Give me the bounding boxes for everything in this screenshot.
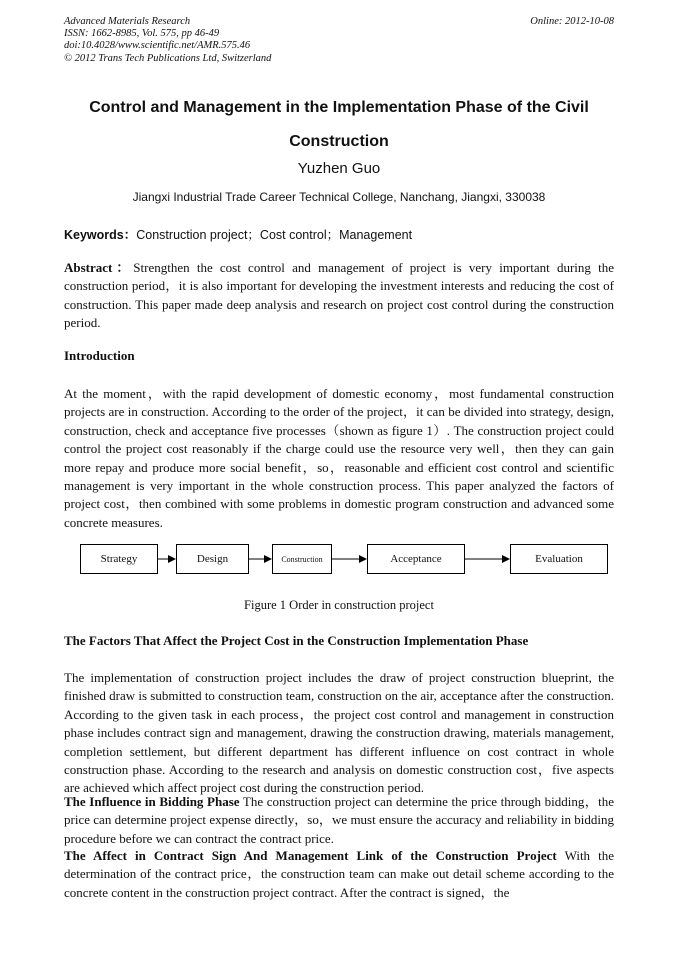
abstract-label: Abstract： (64, 260, 134, 275)
issn: ISSN: 1662-8985, Vol. 575, pp 46-49 (64, 28, 220, 40)
factors-heading: The Factors That Affect the Project Cost in the Construction Implementation Phase (64, 633, 529, 648)
contract-label: The Affect in Contract Sign And Management Link of the Construction Project (64, 848, 557, 863)
bidding-paragraph (64, 793, 614, 848)
step-evaluation: Evaluation (510, 544, 608, 574)
step-acceptance: Acceptance (367, 544, 465, 574)
introduction-text: At the moment，with the rapid development of domestic economy，most fundamental construction projects are in construction. According to the order of the project，it can be divided into strategy, design, construction, check and acceptance five processes（shown as figure 1）. The construction project could control the project cost reasonably if the charge could use the resource very well，then they can gain more repay and produce more social benefit，so，reasonable and efficient cost control and scientific management is very important in the whole construction process. This paper analyzed the factors of project cost，then combined with some problems in domestic program construction and advanced some concrete measures. (64, 386, 614, 530)
contract-text: With the determination of the contract price，the construction team can make out detail scheme according to the concrete content in the construction project contract. After the contract is signed，the (64, 848, 614, 900)
figure-caption: Figure 1 Order in construction project (244, 598, 434, 612)
bidding-label: The Influence in Bidding Phase (64, 794, 240, 809)
abstract-text: Strengthen the cost control and management of project is very important during the construction period，it is also important for developing the investment interests and reducing the cost of construction. This paper made deep analysis and research on project cost control during the construction period. (64, 260, 614, 331)
introduction-heading: Introduction (64, 348, 135, 363)
process-flow-diagram (64, 539, 614, 585)
title-line-2: Construction (289, 133, 389, 150)
abstract (64, 259, 614, 333)
copyright: © 2012 Trans Tech Publications Ltd, Switzerland (64, 52, 272, 64)
contract-paragraph (64, 847, 614, 902)
bidding-text: The construction project can determine the price through bidding，the price can determine project expense directly，so，we must ensure the accuracy and reliability in bidding procedure before we can contract the contract price. (64, 794, 614, 846)
step-construction: Construction (272, 544, 332, 574)
step-strategy: Strategy (80, 544, 158, 574)
author: Yuzhen Guo (297, 160, 381, 177)
doi: doi:10.4028/www.scientific.net/AMR.575.46 (64, 40, 251, 52)
title-line-1: Control and Management in the Implementation Phase of the Civil (89, 99, 589, 116)
affiliation: Jiangxi Industrial Trade Career Technical College, Nanchang, Jiangxi, 330038 (132, 190, 546, 204)
factors-text: The implementation of construction project includes the draw of project construction blueprint, the finished draw is submitted to construction team, construction on the air, acceptance after the construction. According to the given task in each process，the project cost control and management in construction phase includes contract sign and management, drawing the construction drawing, materials management, completion settlement, but different department has different influence on cost contract in whole construction phase. According to the research and analysis on domestic construction cost，five aspects are achieved which affect project cost during the construction period. (64, 670, 614, 796)
keywords-text: Construction project；Cost control；Management (136, 228, 413, 242)
keywords (64, 225, 412, 243)
journal-name: Advanced Materials Research (64, 16, 191, 27)
paper-title (64, 91, 614, 159)
keywords-label: Keywords： (64, 228, 137, 242)
online-date: Online: 2012-10-08 (530, 16, 614, 27)
step-design: Design (176, 544, 249, 574)
journal-header (64, 16, 271, 65)
